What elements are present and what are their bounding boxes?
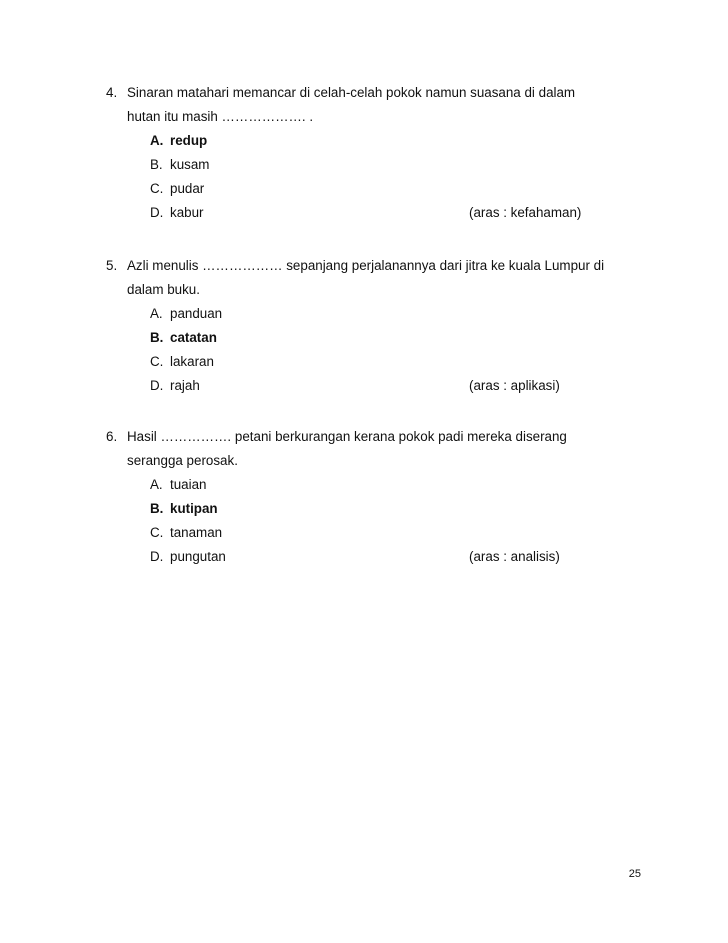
question-number: 4. <box>106 85 118 100</box>
option-text: kusam <box>170 157 210 172</box>
option-text: kutipan <box>170 501 218 516</box>
option-text: redup <box>170 133 208 148</box>
question-text: hutan itu masih ………………. . <box>127 109 314 124</box>
question-line <box>106 449 666 473</box>
option-text: catatan <box>170 330 217 345</box>
option-letter: C. <box>150 354 164 369</box>
question-text: dalam buku. <box>127 282 200 297</box>
option-c <box>106 521 666 545</box>
option-text: rajah <box>170 378 200 393</box>
option-text: lakaran <box>170 354 214 369</box>
option-letter: A. <box>150 477 163 492</box>
difficulty-level: (aras : aplikasi) <box>469 378 560 393</box>
question-5 <box>106 254 666 398</box>
question-number: 6. <box>106 429 118 444</box>
question-line <box>106 254 666 278</box>
question-line <box>106 81 666 105</box>
option-letter: D. <box>150 378 164 393</box>
difficulty-level: (aras : kefahaman) <box>469 205 582 220</box>
page-number: 25 <box>628 868 641 880</box>
option-b <box>106 153 666 177</box>
question-6 <box>106 425 666 569</box>
option-text: tuaian <box>170 477 207 492</box>
question-line <box>106 278 666 302</box>
option-c <box>106 350 666 374</box>
question-4 <box>106 81 666 225</box>
question-line <box>106 425 666 449</box>
question-text: Azli menulis ……………… sepanjang perjalanannya dari jitra ke kuala Lumpur di <box>127 258 605 273</box>
option-letter: D. <box>150 549 164 564</box>
option-letter: C. <box>150 525 164 540</box>
option-a <box>106 302 666 326</box>
question-text: serangga perosak. <box>127 453 238 468</box>
option-text: pungutan <box>170 549 226 564</box>
question-number: 5. <box>106 258 118 273</box>
option-text: kabur <box>170 205 204 220</box>
option-text: tanaman <box>170 525 223 540</box>
option-letter: A. <box>150 133 164 148</box>
option-c <box>106 177 666 201</box>
option-b <box>106 497 666 521</box>
option-a <box>106 473 666 497</box>
option-letter: B. <box>150 501 164 516</box>
question-text: Sinaran matahari memancar di celah-celah pokok namun suasana di dalam <box>127 85 576 100</box>
option-b <box>106 326 666 350</box>
option-a <box>106 129 666 153</box>
question-text: Hasil ……………. petani berkurangan kerana pokok padi mereka diserang <box>127 429 567 444</box>
option-letter: C. <box>150 181 164 196</box>
option-text: panduan <box>170 306 223 321</box>
question-line <box>106 105 666 129</box>
difficulty-level: (aras : analisis) <box>469 549 560 564</box>
option-letter: A. <box>150 306 163 321</box>
option-letter: B. <box>150 330 164 345</box>
option-letter: D. <box>150 205 164 220</box>
option-d <box>106 201 666 225</box>
option-d <box>106 374 666 398</box>
option-text: pudar <box>170 181 205 196</box>
option-letter: B. <box>150 157 163 172</box>
option-d <box>106 545 666 569</box>
